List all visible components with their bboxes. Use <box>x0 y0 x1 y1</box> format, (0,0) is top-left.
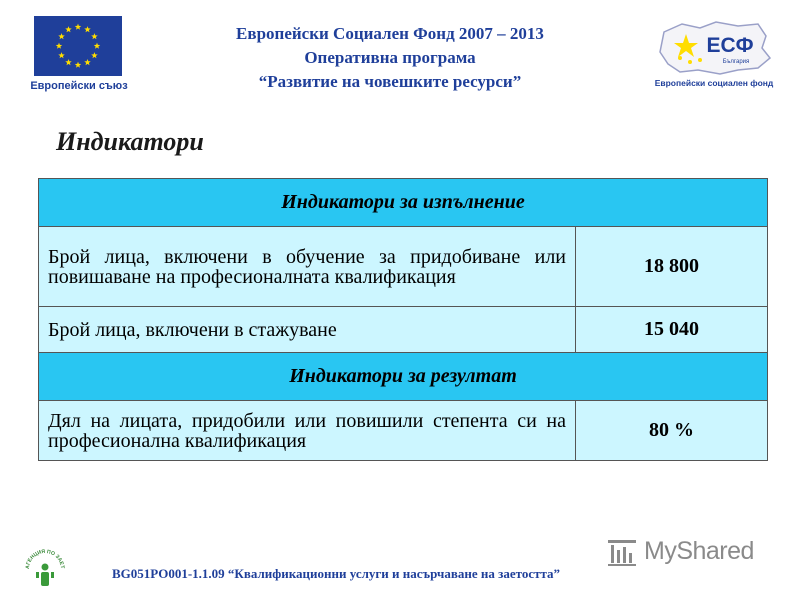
header-line-2: Оперативна програма <box>304 48 476 67</box>
indicator-value: 80 % <box>576 401 768 461</box>
indicator-label: Дял на лицата, придобили или повишили степента си на професионална квалификация <box>39 401 576 461</box>
table-row <box>39 401 768 461</box>
eu-star-icon <box>75 24 81 30</box>
esf-logo-text: ЕСФ <box>706 34 754 57</box>
eu-star-icon <box>58 52 64 58</box>
indicators-table <box>38 178 768 461</box>
eu-star-icon <box>56 43 62 49</box>
employment-agency-logo <box>22 546 68 592</box>
eu-star-icon <box>58 33 64 39</box>
indicator-label: Брой лица, включени в обучение за придобиване или повишаване на професионалната квалификация <box>39 227 576 307</box>
page-title: Индикатори <box>56 127 204 156</box>
eu-star-icon <box>84 26 90 32</box>
section-heading: Индикатори за резултат <box>39 353 768 401</box>
section-row <box>39 353 768 401</box>
eu-star-icon <box>65 59 71 65</box>
bulgaria-map-icon <box>654 18 774 78</box>
header-line-1: Европейски Социален Фонд 2007 – 2013 <box>236 24 544 43</box>
header-title <box>150 22 630 94</box>
agency-logo-text: АГЕНЦИЯ ПО ЗАЕТ <box>24 548 66 570</box>
table-row <box>39 227 768 307</box>
header-line-3: “Развитие на човешките ресурси” <box>258 72 522 91</box>
table-row <box>39 307 768 353</box>
esf-logo-country: България <box>722 59 750 65</box>
presentation-icon <box>606 538 640 568</box>
myshared-watermark <box>606 536 766 570</box>
eu-star-icon <box>75 62 81 68</box>
eu-logo <box>30 16 128 96</box>
section-row <box>39 179 768 227</box>
indicator-label: Брой лица, включени в стажуване <box>39 307 576 353</box>
footer-project-text: BG051PO001-1.1.09 “Квалификационни услуги и насърчаване на заетостта” <box>112 566 561 581</box>
esf-logo <box>654 18 774 92</box>
indicator-value: 15 040 <box>576 307 768 353</box>
person-icon <box>42 564 49 571</box>
eu-star-icon <box>65 26 71 32</box>
eu-caption: Европейски съюз <box>30 80 128 92</box>
watermark-text: MyShared <box>644 537 754 565</box>
eu-star-icon <box>84 59 90 65</box>
eu-star-icon <box>91 33 97 39</box>
section-heading: Индикатори за изпълнение <box>39 179 768 227</box>
eu-flag-icon <box>34 16 122 76</box>
eu-star-icon <box>94 43 100 49</box>
eu-star-icon <box>91 52 97 58</box>
esf-caption: Европейски социален фонд <box>654 78 774 88</box>
indicator-value: 18 800 <box>576 227 768 307</box>
